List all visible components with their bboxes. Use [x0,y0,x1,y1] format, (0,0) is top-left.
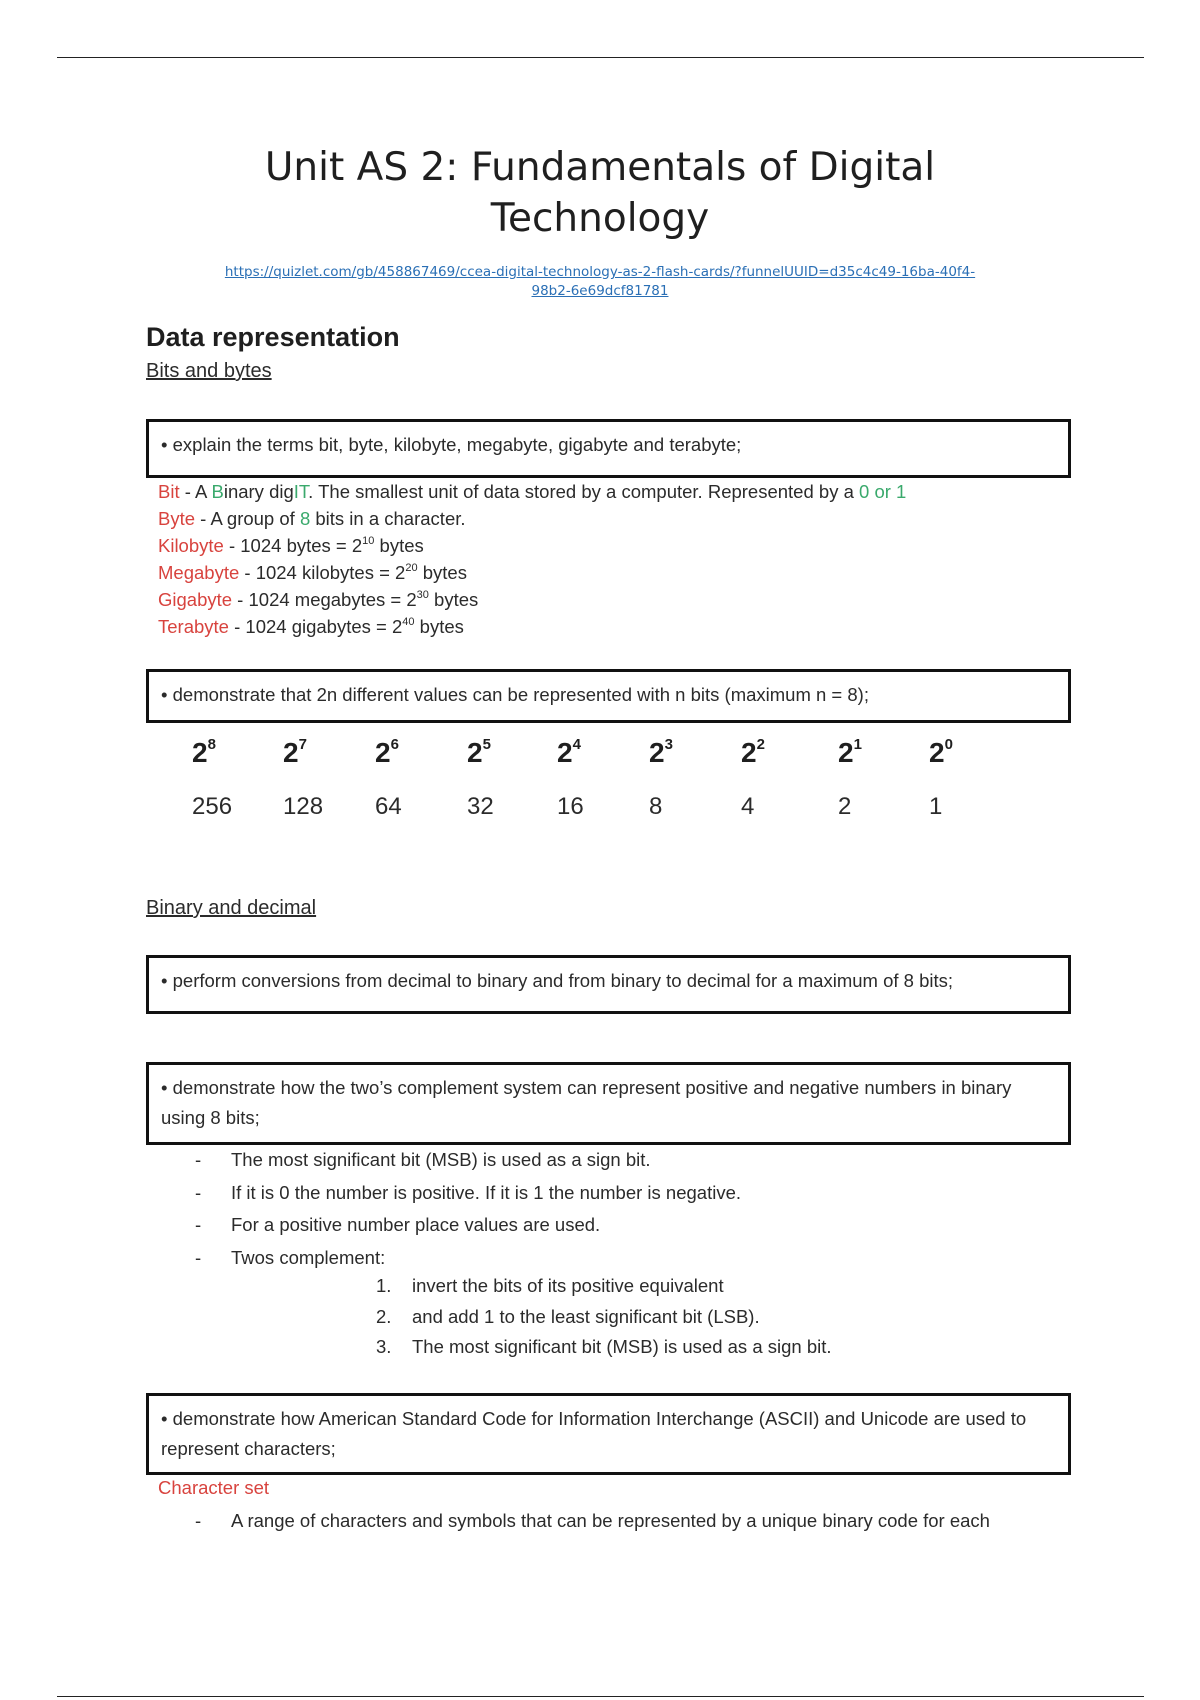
twos-complement-points [195,1144,741,1274]
power-value: 64 [375,793,402,820]
objective-box-explain [146,419,1071,478]
term-terabyte: Terabyte [158,616,229,637]
list-item: - Twos complement: [195,1246,386,1268]
power-label: $2^3$ [649,736,673,768]
list-item: 1. invert the bits of its positive equivalent [376,1275,724,1296]
power-value: 2 [838,793,852,820]
power-label: $2^4$ [557,736,581,768]
list-item: - The most significant bit (MSB) is used as a sign bit. [195,1149,651,1170]
power-label: $2^6$ [375,736,399,768]
objective-text: • perform conversions from decimal to binary and from binary to decimal for a maximum of 8 bits; [161,970,953,991]
objective-text: • explain the terms bit, byte, kilobyte, megabyte, gigabyte and terabyte; [161,434,742,455]
power-value: 4 [741,793,755,820]
term-megabyte: Megabyte [158,562,240,583]
list-item: - For a positive number place values are used. [195,1214,601,1235]
subheading-bits-and-bytes: Bits and bytes [146,360,272,382]
power-value: 256 [192,793,233,820]
power-value: 8 [649,793,663,820]
objective-box-ascii-unicode [146,1393,1071,1475]
power-column [929,737,1009,821]
power-label: $2^0$ [929,736,953,768]
power-label: $2^1$ [838,736,862,768]
list-item: 2. and add 1 to the least significant bit (LSB). [376,1305,760,1327]
character-set-heading: Character set [158,1477,270,1498]
term-bit: Bit [158,481,180,502]
definition-megabyte: Megabyte - 1024 kilobytes = $2^{20}$ bytes [158,562,467,583]
character-set-points [195,1505,990,1538]
term-byte: Byte [158,508,196,529]
objective-text: • demonstrate how the two’s complement system can represent positive and negative numbers in binary using 8 bits; [161,1077,1012,1128]
power-label: $2^8$ [192,736,216,768]
list-item: 3. The most significant bit (MSB) is used as a sign bit. [376,1336,832,1357]
power-column [741,737,821,821]
term-gigabyte: Gigabyte [158,589,233,610]
link-line-2[interactable]: 98b2-6e69dcf81781 [531,283,669,299]
power-value: 1 [929,793,943,820]
definition-kilobyte: Kilobyte - 1024 bytes = $2^{10}$ bytes [158,535,424,556]
power-label: $2^7$ [283,736,307,768]
objective-text: • demonstrate how American Standard Code for Information Interchange (ASCII) and Unicode are used to represent characters; [161,1408,1027,1459]
power-value: 16 [557,793,584,820]
objective-text: • demonstrate that 2n different values can be represented with n bits (maximum n = 8); [161,684,869,705]
power-value: 32 [467,793,494,820]
power-column [375,737,455,821]
power-value: 128 [283,793,324,820]
powers-of-two-table [192,737,992,827]
definition-terabyte: Terabyte - 1024 gigabytes = $2^{40}$ bytes [158,616,464,637]
top-rule [57,57,1144,58]
definitions-list [158,478,906,640]
objective-box-conversions [146,955,1071,1014]
list-item: - A range of characters and symbols that can be represented by a unique binary code for each [195,1510,990,1531]
quizlet-link[interactable] [120,263,1080,301]
list-item: - If it is 0 the number is positive. If it is 1 the number is negative. [195,1181,742,1203]
definition-gigabyte: Gigabyte - 1024 megabytes = $2^{30}$ bytes [158,589,479,610]
definition-byte: Byte - A group of 8 bits in a character. [158,508,466,529]
power-column [838,737,918,821]
twos-complement-steps [376,1271,832,1363]
power-column [649,737,729,821]
page-title: Unit AS 2: Fundamentals of Digital Technology [264,145,936,241]
bottom-rule [57,1696,1144,1697]
power-column [192,737,272,821]
term-kilobyte: Kilobyte [158,535,224,556]
link-line-1[interactable]: https://quizlet.com/gb/458867469/ccea-digital-technology-as-2-flash-cards/?funnelUUID=d35c4c49-16ba-40f4- [224,264,976,280]
power-column [557,737,637,821]
power-label: $2^2$ [741,736,765,768]
objective-box-demonstrate [146,669,1071,723]
section-heading: Data representation [146,322,400,352]
subheading-binary-and-decimal: Binary and decimal [146,897,317,919]
power-label: $2^5$ [467,736,491,768]
objective-box-twos-complement [146,1062,1071,1145]
definition-bit: Bit - A Binary digIT. The smallest unit of data stored by a computer. Represented by a 0 or 1 [158,481,907,502]
power-column [467,737,547,821]
power-column [283,737,363,821]
